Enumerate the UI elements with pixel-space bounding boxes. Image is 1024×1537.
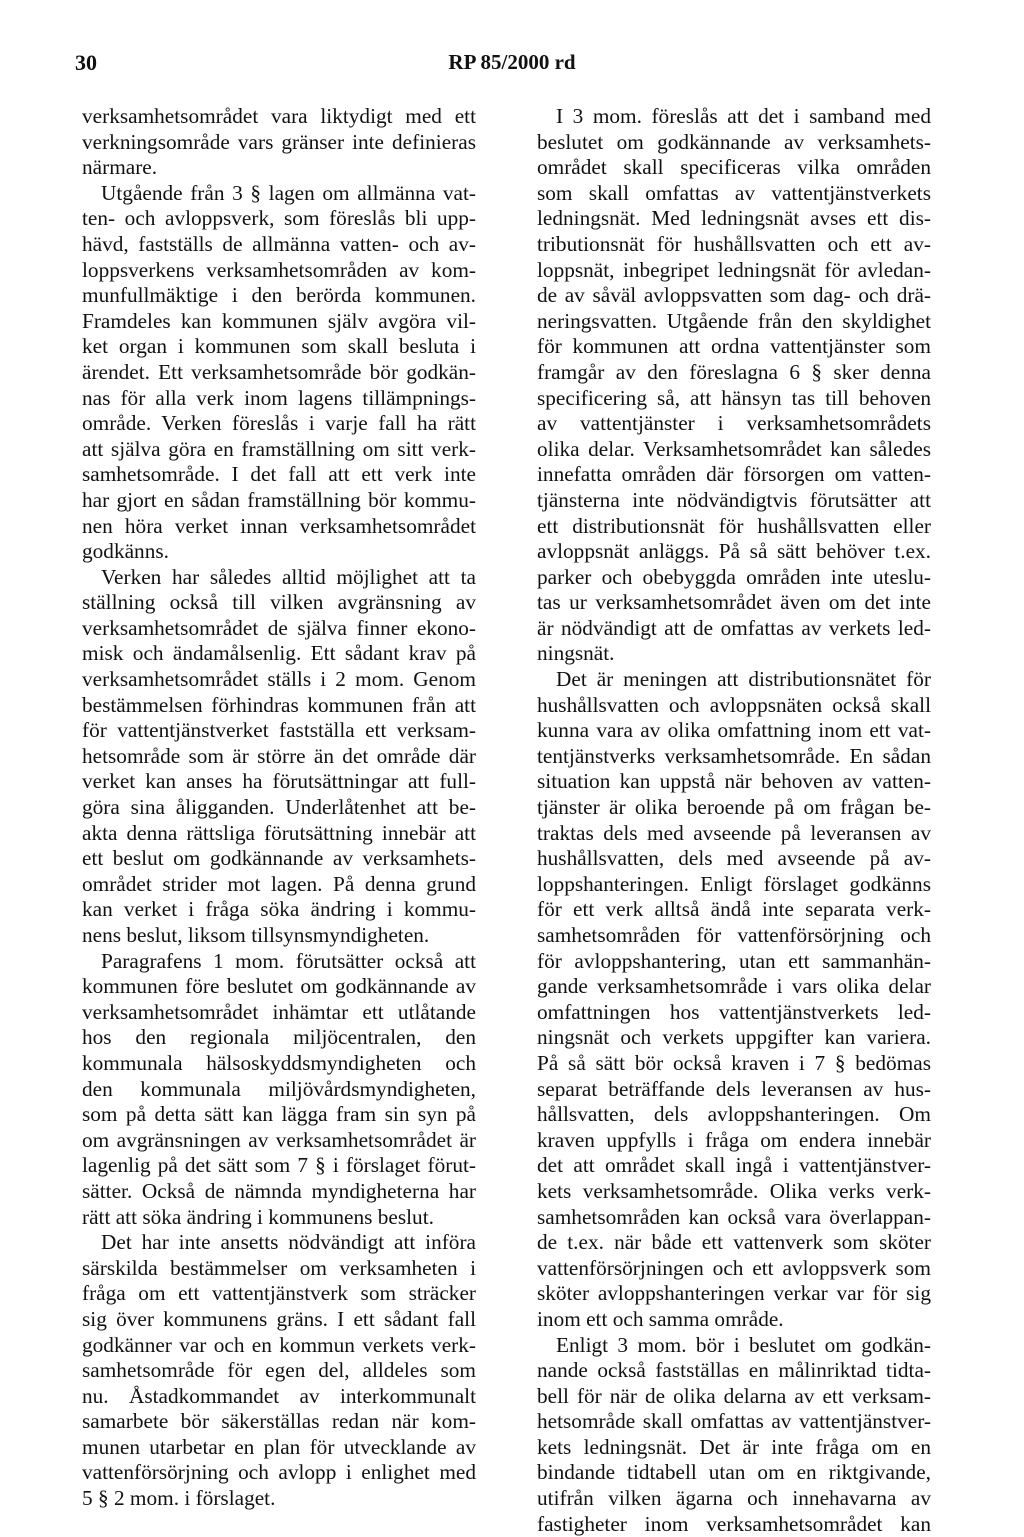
text-line: de av såväl avloppsvatten som dag- och drä-: [537, 283, 931, 308]
text-line: samhetsområde för egen del, alldeles som: [82, 1358, 476, 1383]
text-line: hos den regionala miljöcentralen, den: [82, 1025, 476, 1050]
text-line: På så sätt bör också kraven i 7 § bedömas: [537, 1050, 931, 1075]
text-line: separat beträffande dels leveransen av hus-: [537, 1076, 931, 1101]
text-line: ställning också till vilken avgränsning av: [82, 590, 476, 615]
text-line: hetsområde skall omfattas av vattentjänstver-: [537, 1409, 931, 1434]
text-line: fråga om ett vattentjänstverk som sträcker: [82, 1281, 476, 1306]
text-line: Det har inte ansetts nödvändigt att införa: [101, 1230, 476, 1255]
text-line: munfullmäktige i den berörda kommunen.: [82, 283, 476, 308]
text-line: inom ett och samma område.: [537, 1306, 784, 1331]
text-line: tjänster är olika beroende på om frågan be-: [537, 795, 931, 820]
document-id: RP 85/2000 rd: [448, 50, 576, 74]
text-line: kommunala hälsoskyddsmyndigheten och: [82, 1050, 476, 1075]
text-line: Framdeles kan kommunen själv avgöra vil-: [82, 308, 476, 333]
text-line: ett beslut om godkännande av verksamhets-: [82, 846, 476, 871]
text-line: vattenförsörjning och avlopp i enlighet med: [82, 1460, 476, 1485]
text-line: för vattentjänstverket fastställa ett verksam-: [82, 718, 476, 743]
text-line: Enligt 3 mom. bör i beslutet om godkän-: [556, 1332, 931, 1357]
text-line: av vattentjänster i verksamhetsområdets: [537, 411, 931, 436]
text-line: rätt att söka ändring i kommunens beslut.: [82, 1204, 434, 1229]
text-line: området skall specificeras vilka områden: [537, 155, 931, 180]
text-line: för avloppshantering, utan ett sammanhän-: [537, 948, 931, 973]
text-line: särskilda bestämmelser om verksamheten i: [82, 1255, 476, 1280]
text-line: munen utarbetar en plan för utvecklande av: [82, 1434, 476, 1459]
text-line: Det är meningen att distributionsnätet för: [556, 667, 931, 692]
text-line: godkänner var och en kommun verkets verk-: [82, 1332, 476, 1357]
page-number: 30: [75, 50, 97, 75]
text-line: nens beslut, liksom tillsynsmyndigheten.: [82, 923, 430, 947]
text-line: område. Verken föreslås i varje fall ha rätt: [82, 411, 476, 436]
text-line: hushållsvatten, dels med avseende på av-: [537, 846, 931, 871]
text-line: gande verksamhetsområde i vars olika delar: [537, 974, 931, 999]
text-line: omfattningen hos vattentjänstverkets led-: [537, 999, 931, 1024]
text-line: akta denna rättsliga förutsättning innebär att: [82, 820, 476, 845]
text-line: kraven uppfylls i fråga om endera innebär: [537, 1127, 931, 1152]
text-line: verket kan anses ha förutsättningar att full-: [82, 769, 476, 794]
right-text-column: [537, 104, 931, 1537]
text-line: vattenförsörjningen och ett avloppsverk som: [537, 1255, 931, 1280]
text-line: ten- och avloppsverk, som föreslås bli upp-: [82, 206, 476, 231]
text-line: beslutet om godkännande av verksamhets-: [537, 129, 931, 154]
text-line: ett distributionsnät för hushållsvatten eller: [537, 513, 931, 538]
text-line: parker och obebyggda områden inte uteslu-: [537, 564, 931, 589]
text-line: ningsnät och verkets uppgifter kan variera.: [537, 1025, 931, 1050]
text-line: kan verket i fråga söka ändring i kommu-: [82, 897, 476, 922]
text-line: bindande tidtabell utan om en riktgivande,: [537, 1460, 931, 1485]
text-line: verksamhetsområdet inhämtar ett utlåtande: [82, 999, 476, 1024]
text-line: samhetsområden kan också vara överlappan-: [537, 1204, 931, 1229]
text-line: verksamhetsområdet vara liktydigt med ett: [82, 104, 476, 128]
text-line: det att området skall ingå i vattentjänstver-: [537, 1153, 931, 1178]
text-line: nande också fastställas en målinriktad tidta-: [537, 1358, 931, 1383]
text-line: som skall omfattas av vattentjänstverkets: [537, 180, 931, 205]
text-line: ket organ i kommunen som skall besluta i: [82, 334, 476, 359]
text-line: framgår av den föreslagna 6 § sker denna: [537, 359, 931, 384]
text-line: kets ledningsnät. Det är inte fråga om en: [537, 1434, 931, 1459]
text-line: tas ur verksamhetsområdet även om det inte: [537, 590, 931, 615]
text-line: hetsområde som är större än det område där: [82, 743, 476, 768]
text-line: olika delar. Verksamhetsområdet kan således: [537, 436, 931, 461]
text-line: den kommunala miljövårdsmyndigheten,: [82, 1076, 476, 1101]
text-line: närmare.: [82, 155, 158, 180]
text-line: är nödvändigt att de omfattas av verkets led-: [537, 615, 931, 640]
text-line: samhetsområden för vattenförsörjning och: [537, 923, 931, 947]
text-line: verkningsområde vars gränser inte definieras: [82, 129, 476, 154]
text-line: nu. Åstadkommandet av interkommunalt: [82, 1383, 476, 1408]
text-line: bestämmelsen förhindras kommunen från att: [82, 692, 476, 717]
text-line: ledningsnät. Med ledningsnät avses ett dis-: [537, 206, 931, 231]
text-line: traktas dels med avseende på leveransen av: [537, 820, 931, 845]
text-line: loppshanteringen. Enligt förslaget godkänns: [537, 871, 931, 896]
text-line: som på detta sätt kan lägga fram sin syn på: [82, 1102, 476, 1127]
text-line: specificering så, att hänsyn tas till behoven: [537, 385, 931, 410]
text-line: loppsverkens verksamhetsområden av kom-: [82, 257, 476, 282]
text-line: tributionsnät för hushållsvatten och ett av-: [537, 231, 931, 256]
text-line: Verken har således alltid möjlighet att ta: [101, 564, 476, 589]
left-text-column: [82, 104, 476, 1512]
text-line: kunna vara av olika omfattning inom ett vat-: [537, 718, 931, 743]
text-line: området strider mot lagen. På denna grund: [82, 871, 476, 896]
text-line: nen höra verket innan verksamhetsområdet: [82, 513, 476, 538]
text-line: de t.ex. när både ett vattenverk som sköter: [537, 1230, 931, 1255]
text-line: loppsnät, inbegripet ledningsnät för avledan-: [537, 257, 931, 282]
text-line: samhetsområde. I det fall att ett verk inte: [82, 462, 476, 487]
text-line: har gjort en sådan framställning bör kommu-: [82, 487, 476, 512]
text-line: Paragrafens 1 mom. förutsätter också att: [101, 948, 476, 973]
text-line: ningsnät.: [537, 641, 615, 666]
text-line: sig över kommunens gräns. I ett sådant fall: [82, 1306, 476, 1331]
text-line: nas för alla verk inom lagens tillämpnings-: [82, 385, 476, 410]
text-line: för kommunen att ordna vattentjänster som: [537, 334, 931, 359]
text-line: godkänns.: [82, 539, 169, 564]
text-line: fastigheter inom verksamhetsområdet kan: [537, 1511, 931, 1536]
text-line: innefatta områden där försorgen om vatten-: [537, 462, 931, 487]
text-line: lagenlig på det sätt som 7 § i förslaget förut-: [82, 1153, 476, 1178]
text-line: kets verksamhetsområde. Olika verks verk-: [537, 1178, 931, 1203]
text-line: sätter. Också de nämnda myndigheterna har: [82, 1178, 476, 1203]
text-line: utifrån vilken ägarna och innehavarna av: [537, 1486, 931, 1511]
text-line: om avgränsningen av verksamhetsområdet är: [82, 1127, 476, 1152]
text-line: bell för när de olika delarna av ett verksam-: [537, 1383, 931, 1408]
text-line: sköter avloppshanteringen verkar var för sig: [537, 1281, 931, 1306]
text-line: tjänsterna inte nödvändigtvis förutsätter att: [537, 487, 931, 512]
text-line: att själva göra en framställning om sitt verk-: [82, 436, 476, 461]
text-line: hävd, fastställs de allmänna vatten- och av-: [82, 231, 476, 256]
text-line: 5 § 2 mom. i förslaget.: [82, 1486, 276, 1511]
text-line: situation kan uppstå när behoven av vatten-: [537, 769, 931, 794]
text-line: tentjänstverks verksamhetsområde. En sådan: [537, 743, 931, 768]
text-line: göra sina åligganden. Underlåtenhet att be-: [82, 795, 476, 820]
text-line: Utgående från 3 § lagen om allmänna vat-: [101, 180, 476, 205]
text-line: hållsvatten, dels avloppshanteringen. Om: [537, 1102, 931, 1127]
text-line: hushållsvatten och avloppsnäten också skall: [537, 692, 931, 717]
text-line: verksamhetsområdet ställs i 2 mom. Genom: [82, 667, 476, 692]
text-line: samarbete bör säkerställas redan när kom-: [82, 1409, 476, 1434]
text-line: misk och ändamålsenlig. Ett sådant krav på: [82, 641, 476, 666]
text-line: verksamhetsområdet de själva finner ekono-: [82, 615, 476, 640]
text-line: för ett verk alltså ändå inte separata verk-: [537, 897, 931, 922]
text-line: kommunen före beslutet om godkännande av: [82, 974, 476, 999]
text-line: ärendet. Ett verksamhetsområde bör godkän-: [82, 359, 476, 384]
text-line: neringsvatten. Utgående från den skyldighet: [537, 308, 931, 333]
text-line: avloppsnät anläggs. På så sätt behöver t.ex.: [537, 539, 931, 564]
text-line: I 3 mom. föreslås att det i samband med: [556, 104, 931, 128]
